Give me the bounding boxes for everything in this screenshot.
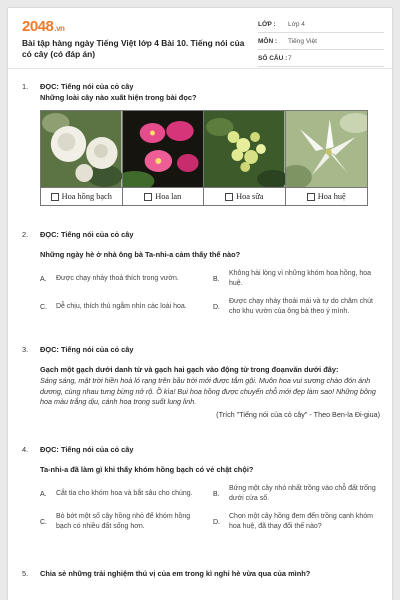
passage-source: (Trích "Tiếng nói của cỏ cây" - Theo Ben-la Đi-giua) [216,409,380,419]
question-title: ĐỌC: Tiếng nói của cỏ cây [40,82,134,91]
flower-cell-milk-flower [204,111,286,205]
site-logo[interactable]: 2048.vn [22,18,65,35]
question-2: 2. ĐỌC: Tiếng nói của cỏ cây Những ngày hè ở nhà ông bà Ta-nhi-a cảm thấy thế nào? A. Được chạy nhảy thoả thích trong vườn. B. Không hài lòng vì những khóm hoa hồng, hoa huệ. C. Dễ chịu, thích thú ngắm nhìn các loài hoa. D. Được chạy nhảy thoải mái và tự do chăm chút cho khu vườn của ông bà theo ý mình. [22,230,380,318]
option-c[interactable]: C. Bỏ bớt một số cây hồng nhỏ để khóm hồng bạch có nhiều đất sống hơn. [40,513,191,530]
flower-option-2[interactable]: Hoa lan [123,188,204,205]
question-prompt: Những loài cây nào xuất hiện trong bài đọc? [40,93,197,102]
reading-passage: Sáng sáng, mặt trời hiền hoà ló rạng trên bầu trời mới được tắm gội. Muôn hoa vui sương chào đón ánh dương, cùng nhau tưng bừng nở rộ. Ồ kìa! Bụi hoa hồng được chuyển chỗ mới đẹp làm sao! Những bông hoa màu trắng dịu, cánh hoa trong suốt lung linh. [40,376,376,406]
milk-flower-image [204,111,285,188]
checkbox[interactable] [51,193,59,201]
checkbox[interactable] [307,193,315,201]
option-d[interactable]: D. Chọn một cây hồng đem đến trồng cạnh khóm hoa huệ, đã thay đổi thế nào? [213,513,373,530]
answer-options [40,483,380,533]
question-4: 4. ĐỌC: Tiếng nói của cỏ cây Ta-nhi-a đã làm gì khi thấy khóm hồng bạch có vẻ chật chội? A. Cắt tỉa cho khóm hoa và bắt sâu cho chúng. B. Bứng một cây nhỏ nhất trồng vào chỗ đất trống dưới cửa sổ. C. Bỏ bớt một số cây hồng nhỏ để khóm hồng bạch có nhiều đất sống hơn. D. Chọn một cây hồng đem đến trồng cạnh khóm hoa huệ, đã thay đổi thế nào? [22,445,380,533]
option-d[interactable]: D. Được chạy nhảy thoải mái và tự do chăm chút cho khu vườn của ông bà theo ý mình. [213,298,373,315]
option-a[interactable]: A. Được chạy nhảy thoả thích trong vườn. [40,275,179,283]
option-c[interactable]: C. Dễ chịu, thích thú ngắm nhìn các loài hoa. [40,303,187,311]
flower-cell-lily [286,111,368,205]
question-prompt: Chia sẻ những trải nghiệm thú vị của em trong kì nghỉ hè vừa qua của mình? [40,569,311,578]
flower-option-4[interactable]: Hoa huệ [286,188,368,205]
option-a[interactable]: A. Cắt tỉa cho khóm hoa và bắt sâu cho chúng. [40,490,193,498]
flower-cell-orchid [123,111,205,205]
white-rose-image [41,111,122,188]
answer-options [40,268,380,318]
flower-option-3[interactable]: Hoa sữa [204,188,285,205]
checkbox[interactable] [225,193,233,201]
question-prompt: Ta-nhi-a đã làm gì khi thấy khóm hồng bạch có vẻ chật chội? [40,465,254,474]
meta-row-subject: MÔN : Tiếng Việt [258,34,384,50]
document-title: Bài tập hàng ngày Tiếng Việt lớp 4 Bài 10. Tiếng nói của cỏ cây (có đáp án) [22,38,245,59]
question-prompt: Những ngày hè ở nhà ông bà Ta-nhi-a cảm thấy thế nào? [40,250,241,259]
question-prompt: Gạch một gạch dưới danh từ và gạch hai gạch vào động từ trong đoạnvăn dưới đây: [40,365,339,374]
option-b[interactable]: B. Bứng một cây nhỏ nhất trồng vào chỗ đất trống dưới cửa sổ. [213,485,376,502]
flower-table [40,110,368,206]
option-b[interactable]: B. Không hài lòng vì những khóm hoa hồng, hoa huệ. [213,270,372,287]
question-title: ĐỌC: Tiếng nói của cỏ cây [40,445,134,454]
header [8,8,392,69]
meta-info [258,17,384,68]
question-title: ĐỌC: Tiếng nói của cỏ cây [40,230,134,239]
flower-cell-white-rose [41,111,123,205]
question-title: ĐỌC: Tiếng nói của cỏ cây [40,345,134,354]
worksheet-page [8,8,392,600]
question-1: 1. ĐỌC: Tiếng nói của cỏ cây Những loài cây nào xuất hiện trong bài đọc? Hoa hồng bạch Hoa lan Hoa sữa Hoa huệ [22,82,380,206]
flower-option-1[interactable]: Hoa hồng bạch [41,188,122,205]
meta-row-grade: LỚP : Lớp 4 [258,17,384,33]
lily-image [286,111,368,188]
question-5: 5. Chia sẻ những trải nghiệm thú vị của em trong kì nghỉ hè vừa qua của mình? [22,569,380,579]
meta-row-count: SỐ CÂU : 7 [258,51,384,67]
question-3: 3. ĐỌC: Tiếng nói của cỏ cây Gạch một gạch dưới danh từ và gạch hai gạch vào động từ trong đoạnvăn dưới đây: Sáng sáng, mặt trời hiền hoà ló rạng trên bầu trời mới được tắm gội. Muôn hoa vui sương chào đón ánh dương, cùng nhau tưng bừng nở rộ. Ồ kìa! Bụi hoa hồng được chuyển chỗ mới đẹp làm sao! Những bông hoa màu trắng dịu, cánh hoa trong suốt lung linh. (Trích "Tiếng nói của cỏ cây" - Theo Ben-la Đi-giua) [22,345,380,419]
orchid-image [123,111,204,188]
checkbox[interactable] [144,193,152,201]
